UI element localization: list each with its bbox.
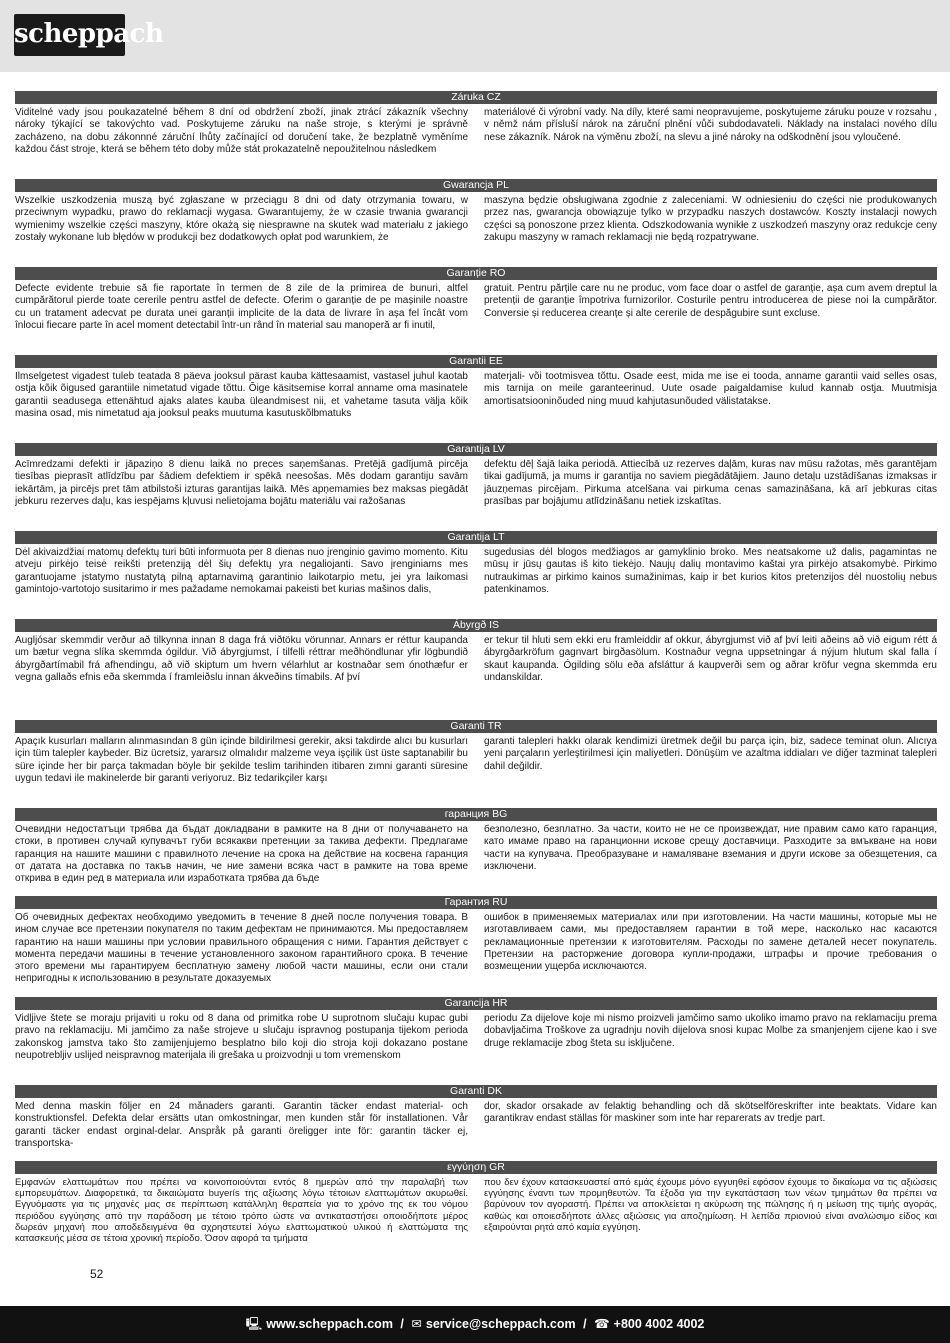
section-text-right: garanti talepleri hakkı olarak kendimizi üretmek değil bu parça için, biz, sadece teminat olun. Alıcıya yeni parçaların yerleştirilmesi için maliyetleri. Dönüşüm ve azaltma iddiaları ve diğer tazminat talepleri dahil değildir. (484, 736, 937, 772)
section-title: Garanție RO (15, 267, 937, 280)
header-band (0, 0, 950, 72)
section-text-right: defektu dēļ šajā laika periodā. Attiecībā uz rezerves daļām, kuras nav mūsu ražotas, mēs garantējam tikai gadījumā, ja mums ir garantija no saviem piegādātājiem. Jauno detaļu uzstādīšanas izmaksas ir jāuzņemas pircējam. Pirkuma atcelšana vai pirkuma cenas samazināšana, kā arī jebkuras citas prasības par bojājumu atlīdzināšanu netiek izskatītas. (484, 459, 937, 507)
section-title: Gwarancja PL (15, 179, 937, 192)
section-text-right: er tekur til hluti sem ekki eru framleiddir af okkur, ábyrgjumst við af því leiti aðeins að við eigum rétt á ábyrgðarkröfum gagnvart birgðasölum. Kostnaður vegna uppsetningar á nýjum hlutum skal falla í skaut kaupanda. Ógilding sölu eða afsláttur á kaupverði sem og aðrar kröfur vegna skemmda eru undanskildar. (484, 635, 937, 683)
section-text-left: Defecte evidente trebuie să fie raportate în termen de 8 zile de la primirea de bunuri, altfel cumpărătorul pierde toate cererile pentru astfel de defecte. Oferim o garanție de pe mașinile noastre cu un tratament adecvat pe durata unei garanții implicite de la data de livrare în așa fel încât vom înlocui fiecare parte în acel moment detectabil într-un rând în material sau manoperă ar fi inutil, (15, 283, 468, 331)
section-title: Garantija LT (15, 531, 937, 544)
section-text-left: Ilmselgetest vigadest tuleb teatada 8 päeva jooksul pärast kauba kättesaamist, vastasel juhul kaotab ostja kõik õigused garantiile nimetatud vigade tõttu. Õige käsitsemise korral anname oma masinatele garantii seadusega ettenähtud ajaks alates kauba üleandmisest nii, et vahetame tasuta välja kõik masina osad, mis nimetatud aja jooksul peaks muutuma kasutuskõlbmatuks (15, 371, 468, 419)
section-ru (15, 896, 937, 987)
section-bg (15, 808, 937, 886)
mail-icon: ✉ (411, 1317, 422, 1331)
section-text-right: materjali- või tootmisvea tõttu. Osade eest, mida me ise ei tooda, anname garantii vaid selles osas, mis tarnija on meile garanteerinud. Uute osade paigaldamise kulud kannab ostja. Muutmisja amortisatsiooninõuded ning muud kahjutasunõuded välistatakse. (484, 371, 937, 407)
section-ro (15, 267, 937, 345)
section-title: Garantii EE (15, 355, 937, 368)
section-title: гаранция BG (15, 808, 937, 821)
section-text-left: Wszelkie uszkodzenia muszą być zgłaszane w przeciągu 8 dni od daty otrzymania towaru, w przeciwnym wypadku, prawo do reklamacji wygasa. Gwarantujemy, że w czasie trwania gwarancji wymienimy wszelkie części maszyny, które okażą się niesprawne na skutek wad materiału z jakiego zostały wykonane lub błędów w produkcji bez dodatkowych opłat pod warunkiem, że (15, 195, 468, 243)
section-text-right: безполезно, безплатно. За части, които не не се произвеждат, ние правим само като гаранция, като имаме право на гаранционни искове срещу доставчици. Разходите за вмъкване на нови части на купувача. Преобразуване и намаляване вземания и други искове за обезщетения, са изключени. (484, 824, 937, 872)
section-text-right: maszyna będzie obsługiwana zgodnie z zaleceniami. W odniesieniu do części nie produkowanych przez nas, gwarancja obowiązuje tylko w przypadku naszych dostawców. Koszty instalacji nowych części są ponoszone przez klienta. Odszkodowania wynikłe z uszkodzeń maszyny oraz redukcje ceny zakupu maszyny w ramach reklamacji nie będą rozpatrywane. (484, 195, 937, 243)
section-text-left: Apaçık kusurları malların alınmasından 8 gün içinde bildirilmesi gerekir, aksi takdirde alıcı bu kusurları için tüm talepler kaybeder. Biz ücretsiz, yararsız olmalıdır malzeme veya işçilik üst üste saptanabilir bu süre içinde her bir parça takmadan böyle bir şekilde teslim tarihinden itibaren zımni garanti süresine uygun tedavi ile makinelerde bir garanti veriyoruz. Biz tedarikçiler karşı (15, 736, 468, 784)
email-link[interactable]: service@scheppach.com (425, 1317, 576, 1331)
section-title: Garanti DK (15, 1085, 937, 1098)
phone-icon: ☎ (594, 1317, 610, 1331)
section-text-right: materiálové či výrobní vady. Na díly, které sami neopravujeme, poskytujeme záruku pouze v rozsahu , v němž nám přísluší nárok na záruční plnění vůči subdodavateli. Náklady na instalaci nového dílu nese zákazník. Nárok na výměnu zboží, na slevu a jiné nároky na odškodnění jsou vyloučené. (484, 107, 937, 143)
section-text-left: Vidljive štete se moraju prijaviti u roku od 8 dana od primitka robe U suprotnom slučaju kupac gubi pravo na reklamaciju. Mi jamčimo za naše strojeve u slučaju ispravnog postupanja tijekom perioda zakonskog jamstva tako što zamijenjujemo besplatno bilo koji dio stroja koji dokazano postane neupotrebljiv uslijed neispravnog materijala ili grešaka u proizvodnji u tom vremenskom (15, 1013, 468, 1061)
section-text-right: που δεν έχουν κατασκευαστεί από εμάς έχουμε μόνο εγγυηθεί εφόσον έχουμε το δικαίωμα να τις αξιώσεις εγγύησης έναντι των προμηθευτών. Τα έξοδα για την εγκατάσταση των νέων τμημάτων θα πρέπει να βαρύνουν τον αγοραστή. Πρέπει να αποκλείεται η ακύρωση της πώλησης ή η μείωση της τιμής αγοράς, καθώς και οποιεσδήποτε άλλες αξιώσεις για αποζημίωση. Η λεπίδα πριονιού είναι αναλώσιμο είδος και εξαιρούνται ρητά από καμία εγγύηση. (484, 1177, 937, 1233)
section-text-left: Dėl akivaizdžiai matomų defektų turi būti informuota per 8 dienas nuo įrenginio gavimo momento. Kitu atveju pirkėjo teisė reikšti pretenziją dėl šių defektų yra negaliojanti. Savo įrenginiams mes garantuojame įstatymo nustatytą pilną aptarnavimą garantinio laikotarpio metu, jei yra laikomasi gamintojo-vartotojo susitarimo ir mes pažadame nemokamai pakeisti bet kurias mašinos dalis, (15, 547, 468, 595)
section-title: Garantija LV (15, 443, 937, 456)
section-text-left: Об очевидных дефектах необходимо уведомить в течение 8 дней после получения товара. В ином случае все претензии покупателя по таким дефектам не принимаются. Мы предоставляем гарантию на наши машины при условии правильного обращения с ними. Гарантия действует с момента передачи машины в течение установленного законом гарантийного срока. В течение этого времени мы гарантируем бесплатную замену любой части машины, если они стали непригодны к использованию в результате доказуемых (15, 912, 468, 985)
section-title: Garancija HR (15, 997, 937, 1010)
scheppach-logo: scheppach (14, 14, 125, 56)
section-ee (15, 355, 937, 433)
section-text-right: dor, skador orsakade av felaktig behandling och då skötselföreskrifter inte beaktats. Vidare kan garantikrav endast ställas för maskiner som inte har reparerats av tredje part. (484, 1101, 937, 1125)
section-tr (15, 720, 937, 798)
website-link[interactable]: www.scheppach.com (266, 1317, 393, 1331)
section-title: Záruka CZ (15, 91, 937, 104)
footer-bar (0, 1306, 950, 1343)
section-lv (15, 443, 937, 521)
warranty-sections (15, 91, 937, 1267)
section-text-right: ошибок в применяемых материалах или при изготовлении. На части машины, которые мы не изготавливаем сами, мы предоставляем гарантии в той мере, насколько нас касаются рекламационные претензии к изготовителям. Расходы по замене деталей несет покупатель. Претензии на расторжение договора купли-продажи, штрафы и прочие требования о возмещении ущерба исключаются. (484, 912, 937, 973)
section-hr (15, 997, 937, 1075)
section-title: εγγύηση GR (15, 1161, 937, 1174)
section-text-right: periodu Za dijelove koje mi nismo proizveli jamčimo samo ukoliko imamo pravo na reklamaciju prema dobavljačima Troškove za ugradnju novih dijelova snosi kupac Molbe za smanjenjem cijene kao i sve druge reklamacije zbog šteta su isključene. (484, 1013, 937, 1049)
section-lt (15, 531, 937, 609)
section-text-right: gratuit. Pentru părțile care nu ne produc, vom face doar o astfel de garanție, așa cum avem dreptul la pretenții de garanție împotriva furnizorilor. Costurile pentru introducerea de piese noi la cumpărător. Conversie și reducerea creanțe și alte cererile de despăgubire sunt excluse. (484, 283, 937, 319)
section-title: Garanti TR (15, 720, 937, 733)
section-pl (15, 179, 937, 257)
page-number: 52 (90, 1267, 104, 1281)
computer-icon: 🖳 (245, 1317, 263, 1331)
footer-separator: / (400, 1317, 404, 1331)
section-title: Ábyrgð IS (15, 619, 937, 632)
section-text-left: Med denna maskin följer en 24 månaders garanti. Garantin täcker endast material- och konstruktionsfel. Defekta delar ersätts utan omkostningar, men kunden står för installationen. Vår garanti täcker endast orginal-delar. Anspråk på garanti öreligger inte för: garantin täcker ej, transportska- (15, 1101, 468, 1149)
section-text-left: Очевидни недостатъци трябва да бъдат докладвани в рамките на 8 дни от получаването на стоки, в противен случай купувачът губи всякакви претенции за такива дефекти. Предлагаме гаранция на нашите машини с правилното лечение на срока на действие на косвена гаранция от датата на доставка по такъв начин, че ние замени всяка част в рамките на това време открива в един ред в материала или изработката трябва да бъде (15, 824, 468, 885)
section-title: Гарантия RU (15, 896, 937, 909)
section-text-right: sugedusias dėl blogos medžiagos ar gamyklinio broko. Mes neatsakome už dalis, pagamintas ne mūsų ir jūsų gautas iš kito tiekėjo. Naujų dalių montavimo kaštai yra pirkėjo atsakomybė. Pirkimo nutraukimas ar pirkimo kainos sumažinimas, kaip ir bet kurios kitos pretenzijos dėl nuostolių nebus patenkinamos. (484, 547, 937, 595)
section-text-left: Acīmredzami defekti ir jāpaziņo 8 dienu laikā no preces saņemšanas. Pretējā gadījumā pircēja tiesības pieprasīt atlīdzību par šādiem defektiem ir spēkā neesošas. Mēs dodam garantiju savām iekārtām, ja pircējs pret tām atbilstoši izturas garantijas laikā. Mēs apņemamies bez maksas piegādāt jebkuru rezerves daļu, kas iespējams kļuvusi nelietojama bojātu materiālu vai ražošanas (15, 459, 468, 507)
section-cz (15, 91, 937, 169)
phone-number[interactable]: +800 4002 4002 (613, 1317, 705, 1331)
section-text-left: Augljósar skemmdir verður að tilkynna innan 8 daga frá viðtöku vörunnar. Annars er réttur kaupanda um bætur vegna slíka skemmda ógildur. Við ábyrgjumst, í tilfelli réttrar meðhöndlunar yfir lögbundið ábyrgðartímabil frá afhendingu, að við skiptum um hvern vélarhlut ar kostnaðar sem ónothæfur er vegna gallaðs efnis eða skemmda í framleiðslu innan ákveðins tímabils. Af því (15, 635, 468, 683)
section-gr (15, 1161, 937, 1257)
footer-separator: / (583, 1317, 587, 1331)
section-text-left: Viditelné vady jsou poukazatelné během 8 dní od obdržení zboží, jinak ztrácí zákazník všechny nároky týkající se takovýchto vad. Poskytujeme záruku na naše stroje, s kterými je správně zacházeno, na dobu zákonnné záruční lhůty začínající od doručení take, že bezplatně vyměníme každou část stroje, která se během této doby může stát prokazatelně nepoužitelnou následkem (15, 107, 468, 155)
section-text-left: Εμφανών ελαττωμάτων που πρέπει να κοινοποιούνται εντός 8 ημερών από την παραλαβή των εμπορευμάτων. Διαφορετικά, τα δικαιώματα buyerís της αξίωσης λόγω τέτοιων ελαττωμάτων ακυρωθεί. Εγγυόμαστε για τις μηχανές μας σε περίπτωση κατάλληλη θεραπεία για το χρόνο της εκ του νόμου περιόδου εγγύησης από την παράδοση με τέτοιο τρόπο ώστε να αντικαταστήσει οποιοδήποτε μέρος δωρεάν μηχανή που αποδεδειγμένα θα αχρηστευτεί λόγω ελαττωματικού υλικού ή ελαττώματα της κατασκευής μέσα σε τέτοια χρονική περίοδο. Όσον αφορά τα τμήματα (15, 1177, 468, 1245)
section-dk (15, 1085, 937, 1151)
section-is (15, 619, 937, 710)
